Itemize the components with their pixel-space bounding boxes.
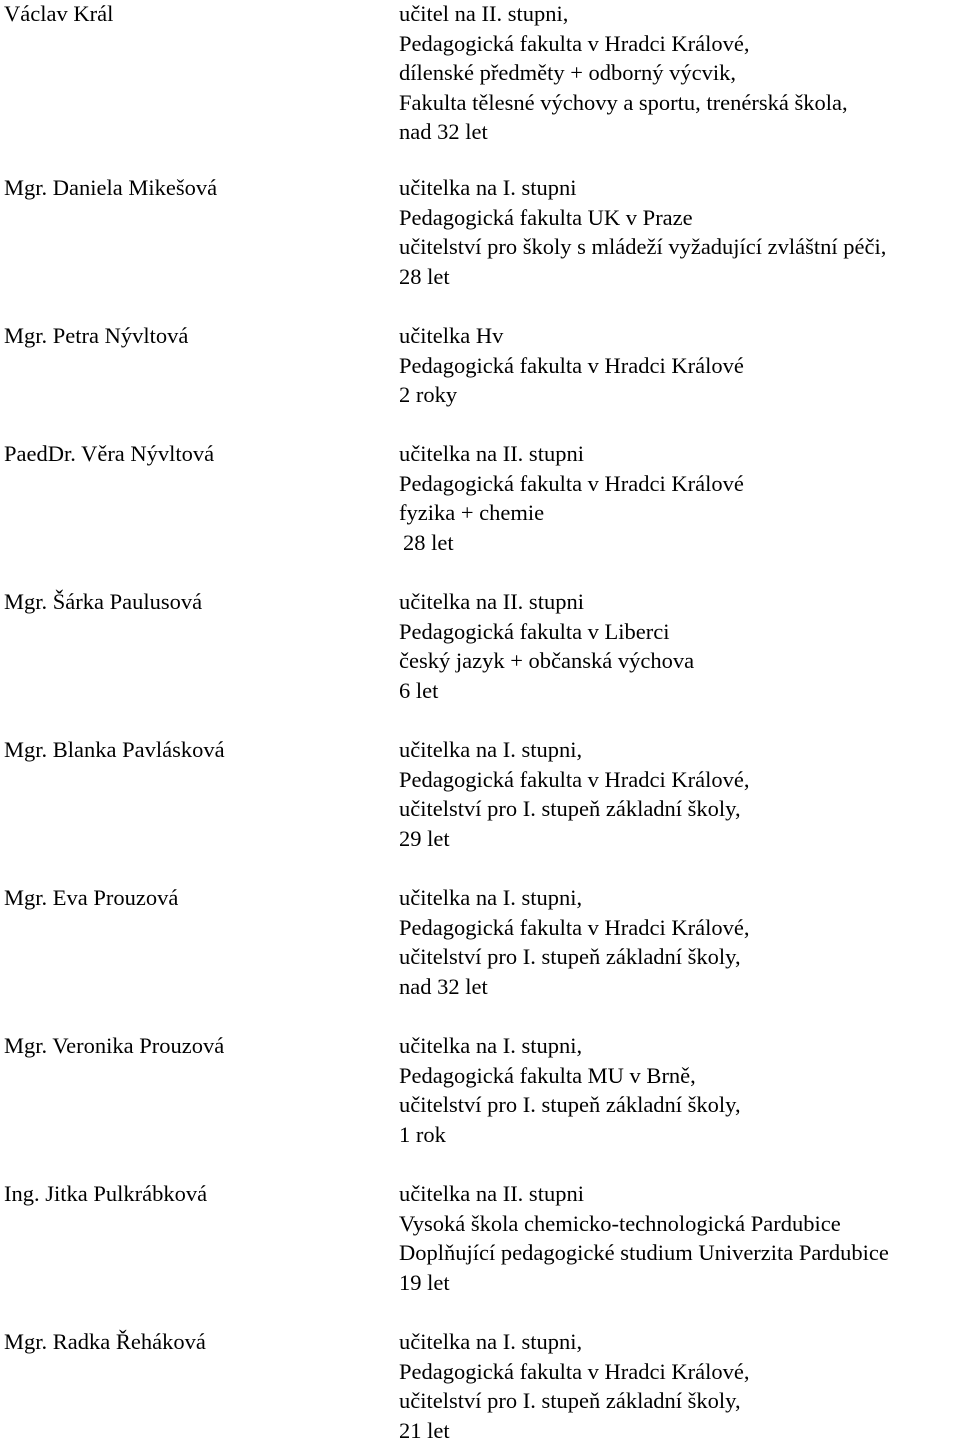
teacher-name: Ing. Jitka Pulkrábková xyxy=(4,1181,208,1206)
teacher-details xyxy=(399,173,886,291)
position: učitelka na I. stupni, xyxy=(399,1329,583,1354)
specialization: český jazyk + občanská výchova xyxy=(399,648,695,674)
teacher-name: Mgr. Radka Řeháková xyxy=(4,1329,206,1354)
teacher-details xyxy=(399,321,744,410)
institution: Vysoká škola chemicko-technologická Pardubice xyxy=(399,1210,841,1236)
teacher-name: PaedDr. Věra Nývltová xyxy=(4,441,215,466)
position: učitelka na II. stupni xyxy=(399,441,584,466)
position: učitel na II. stupni, xyxy=(399,1,569,26)
experience: 2 roky xyxy=(399,382,458,408)
position: učitelka na II. stupni xyxy=(399,589,584,614)
position: učitelka na I. stupni, xyxy=(399,737,583,762)
institution: Pedagogická fakulta v Hradci Králové, xyxy=(399,766,750,792)
teacher-name: Mgr. Daniela Mikešová xyxy=(4,175,218,200)
teacher-details xyxy=(399,1179,889,1297)
position: učitelka na I. stupni xyxy=(399,175,577,200)
experience: 19 let xyxy=(399,1269,450,1295)
institution: Pedagogická fakulta v Hradci Králové, xyxy=(399,914,750,940)
experience: nad 32 let xyxy=(399,973,488,999)
institution: Pedagogická fakulta v Hradci Králové, xyxy=(399,1358,750,1384)
experience: 6 let xyxy=(399,677,439,703)
specialization: dílenské předměty + odborný výcvik, xyxy=(399,60,736,86)
teacher-details xyxy=(399,0,848,147)
position: učitelka na I. stupni, xyxy=(399,885,583,910)
experience: 21 let xyxy=(399,1417,450,1443)
teacher-name: Mgr. Blanka Pavlásková xyxy=(4,737,225,762)
institution: Pedagogická fakulta v Hradci Králové, xyxy=(399,30,750,56)
specialization: Fakulta tělesné výchovy a sportu, trenérská škola, xyxy=(399,89,848,115)
position: učitelka na I. stupni, xyxy=(399,1033,583,1058)
specialization: Doplňující pedagogické studium Univerzita Pardubice xyxy=(399,1240,889,1266)
specialization: učitelství pro I. stupeň základní školy, xyxy=(399,796,741,822)
teacher-name: Mgr. Eva Prouzová xyxy=(4,885,179,910)
institution: Pedagogická fakulta v Liberci xyxy=(399,618,670,644)
teacher-details xyxy=(399,1031,741,1149)
specialization: učitelství pro školy s mládeží vyžadující zvláštní péči, xyxy=(399,234,887,260)
specialization: učitelství pro I. stupeň základní školy, xyxy=(399,1092,741,1118)
teacher-name: Mgr. Šárka Paulusová xyxy=(4,589,203,614)
teacher-name: Mgr. Petra Nývltová xyxy=(4,323,189,348)
institution: Pedagogická fakulta MU v Brně, xyxy=(399,1062,696,1088)
institution: Pedagogická fakulta UK v Praze xyxy=(399,204,693,230)
teacher-name: Václav Král xyxy=(4,1,114,26)
teacher-name: Mgr. Veronika Prouzová xyxy=(4,1033,225,1058)
experience: 1 rok xyxy=(399,1121,446,1147)
experience: 28 let xyxy=(403,529,454,555)
specialization: učitelství pro I. stupeň základní školy, xyxy=(399,1388,741,1414)
experience: 28 let xyxy=(399,263,450,289)
teacher-details xyxy=(399,439,744,557)
teacher-details xyxy=(399,587,694,705)
position: učitelka Hv xyxy=(399,323,504,348)
experience: nad 32 let xyxy=(399,119,488,145)
institution: Pedagogická fakulta v Hradci Králové xyxy=(399,352,744,378)
specialization: učitelství pro I. stupeň základní školy, xyxy=(399,944,741,970)
institution: Pedagogická fakulta v Hradci Králové xyxy=(399,470,744,496)
experience: 29 let xyxy=(399,825,450,851)
teacher-details xyxy=(399,735,750,853)
teacher-details xyxy=(399,883,750,1001)
teacher-details xyxy=(399,1327,750,1445)
specialization: fyzika + chemie xyxy=(399,500,545,526)
position: učitelka na II. stupni xyxy=(399,1181,584,1206)
